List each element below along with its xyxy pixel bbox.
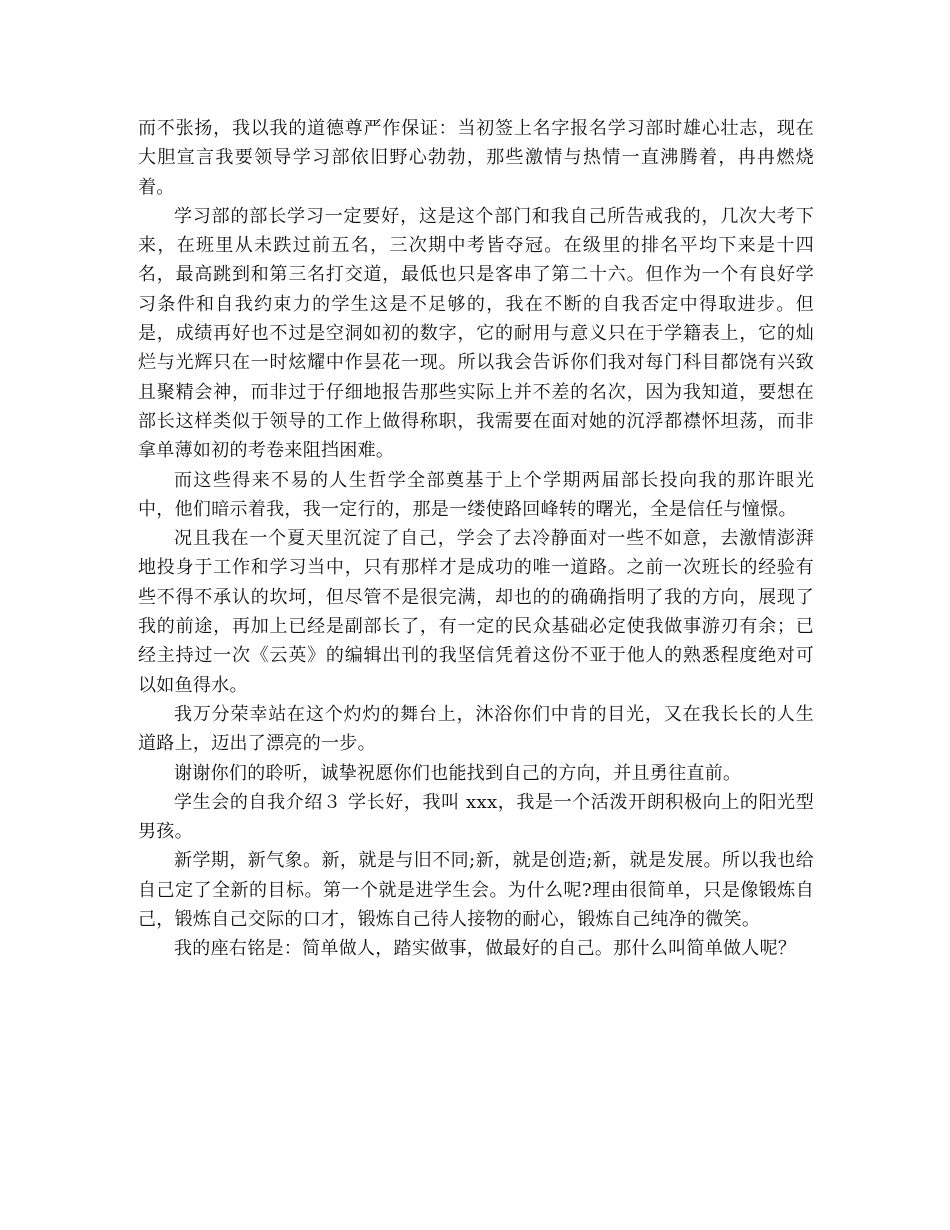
document-body (138, 114, 814, 964)
paragraph-1: 而不张扬，我以我的道德尊严作保证：当初签上名字报名学习部时雄心壮志，现在大胆宣言我要领导学习部依旧野心勃勃，那些激情与热情一直沸腾着，冉冉燃烧着。 (138, 118, 814, 198)
paragraph-9: 我的座右铭是：简单做人，踏实做事，做最好的自己。那什么叫简单做人呢？ (174, 938, 797, 960)
paragraph-7: 学生会的自我介绍３ 学长好，我叫 xxx，我是一个活泼开朗积极向上的阳光型男孩。 (138, 791, 814, 843)
paragraph-3: 而这些得来不易的人生哲学全部奠基于上个学期两届部长投向我的那许眼光中，他们暗示着我，我一定行的，那是一缕使路回峰转的曙光，全是信任与憧憬。 (138, 469, 814, 520)
paragraph-5: 我万分荣幸站在这个灼灼的舞台上，沐浴你们中肯的目光，又在我长长的人生道路上，迈出了漂亮的一步。 (138, 703, 814, 755)
paragraph-2: 学习部的部长学习一定要好，这是这个部门和我自己所告戒我的，几次大考下来，在班里从未跌过前五名，三次期中考皆夺冠。在级里的排名平均下来是十四名，最高跳到和第三名打交道，最低也只是客串了第二十六。但作为一个有良好学习条件和自我约束力的学生这是不足够的，我在不断的自我否定中得取进步。但是，成绩再好也不过是空洞如初的数字，它的耐用与意义只在于学籍表上，它的灿烂与光辉只在一时炫耀中作昙花一现。所以我会告诉你们我对每门科目都饶有兴致且聚精会神，而非过于仔细地报告那些实际上并不差的名次，因为我知道，要想在部长这样类似于领导的工作上做得称职，我需要在面对她的沉浮都襟怀坦荡，而非拿单薄如初的考卷来阻挡困难。 (138, 205, 814, 462)
paragraph-4: 况且我在一个夏天里沉淀了自己，学会了去冷静面对一些不如意，去激情澎湃地投身于工作和学习当中，只有那样才是成功的唯一道路。之前一次班长的经验有些不得不承认的坎坷，但尽管不是很完满，却也的的确确指明了我的方向，展现了我的前途，再加上已经是副部长了，有一定的民众基础必定使我做事游刃有余；已经主持过一次《云英》的编辑出刊的我坚信凭着这份不亚于他人的熟悉程度绝对可以如鱼得水。 (138, 528, 814, 696)
paragraph-8: 新学期，新气象。新，就是与旧不同;新，就是创造;新，就是发展。所以我也给自己定了全新的目标。第一个就是进学生会。为什么呢?理由很简单，只是像锻炼自己，锻炼自己交际的口才，锻炼自己待人接物的耐心，锻炼自己纯净的微笑。 (138, 850, 814, 931)
paragraph-6: 谢谢你们的聆听，诚挚祝愿你们也能找到自己的方向，并且勇往直前。 (174, 762, 742, 784)
